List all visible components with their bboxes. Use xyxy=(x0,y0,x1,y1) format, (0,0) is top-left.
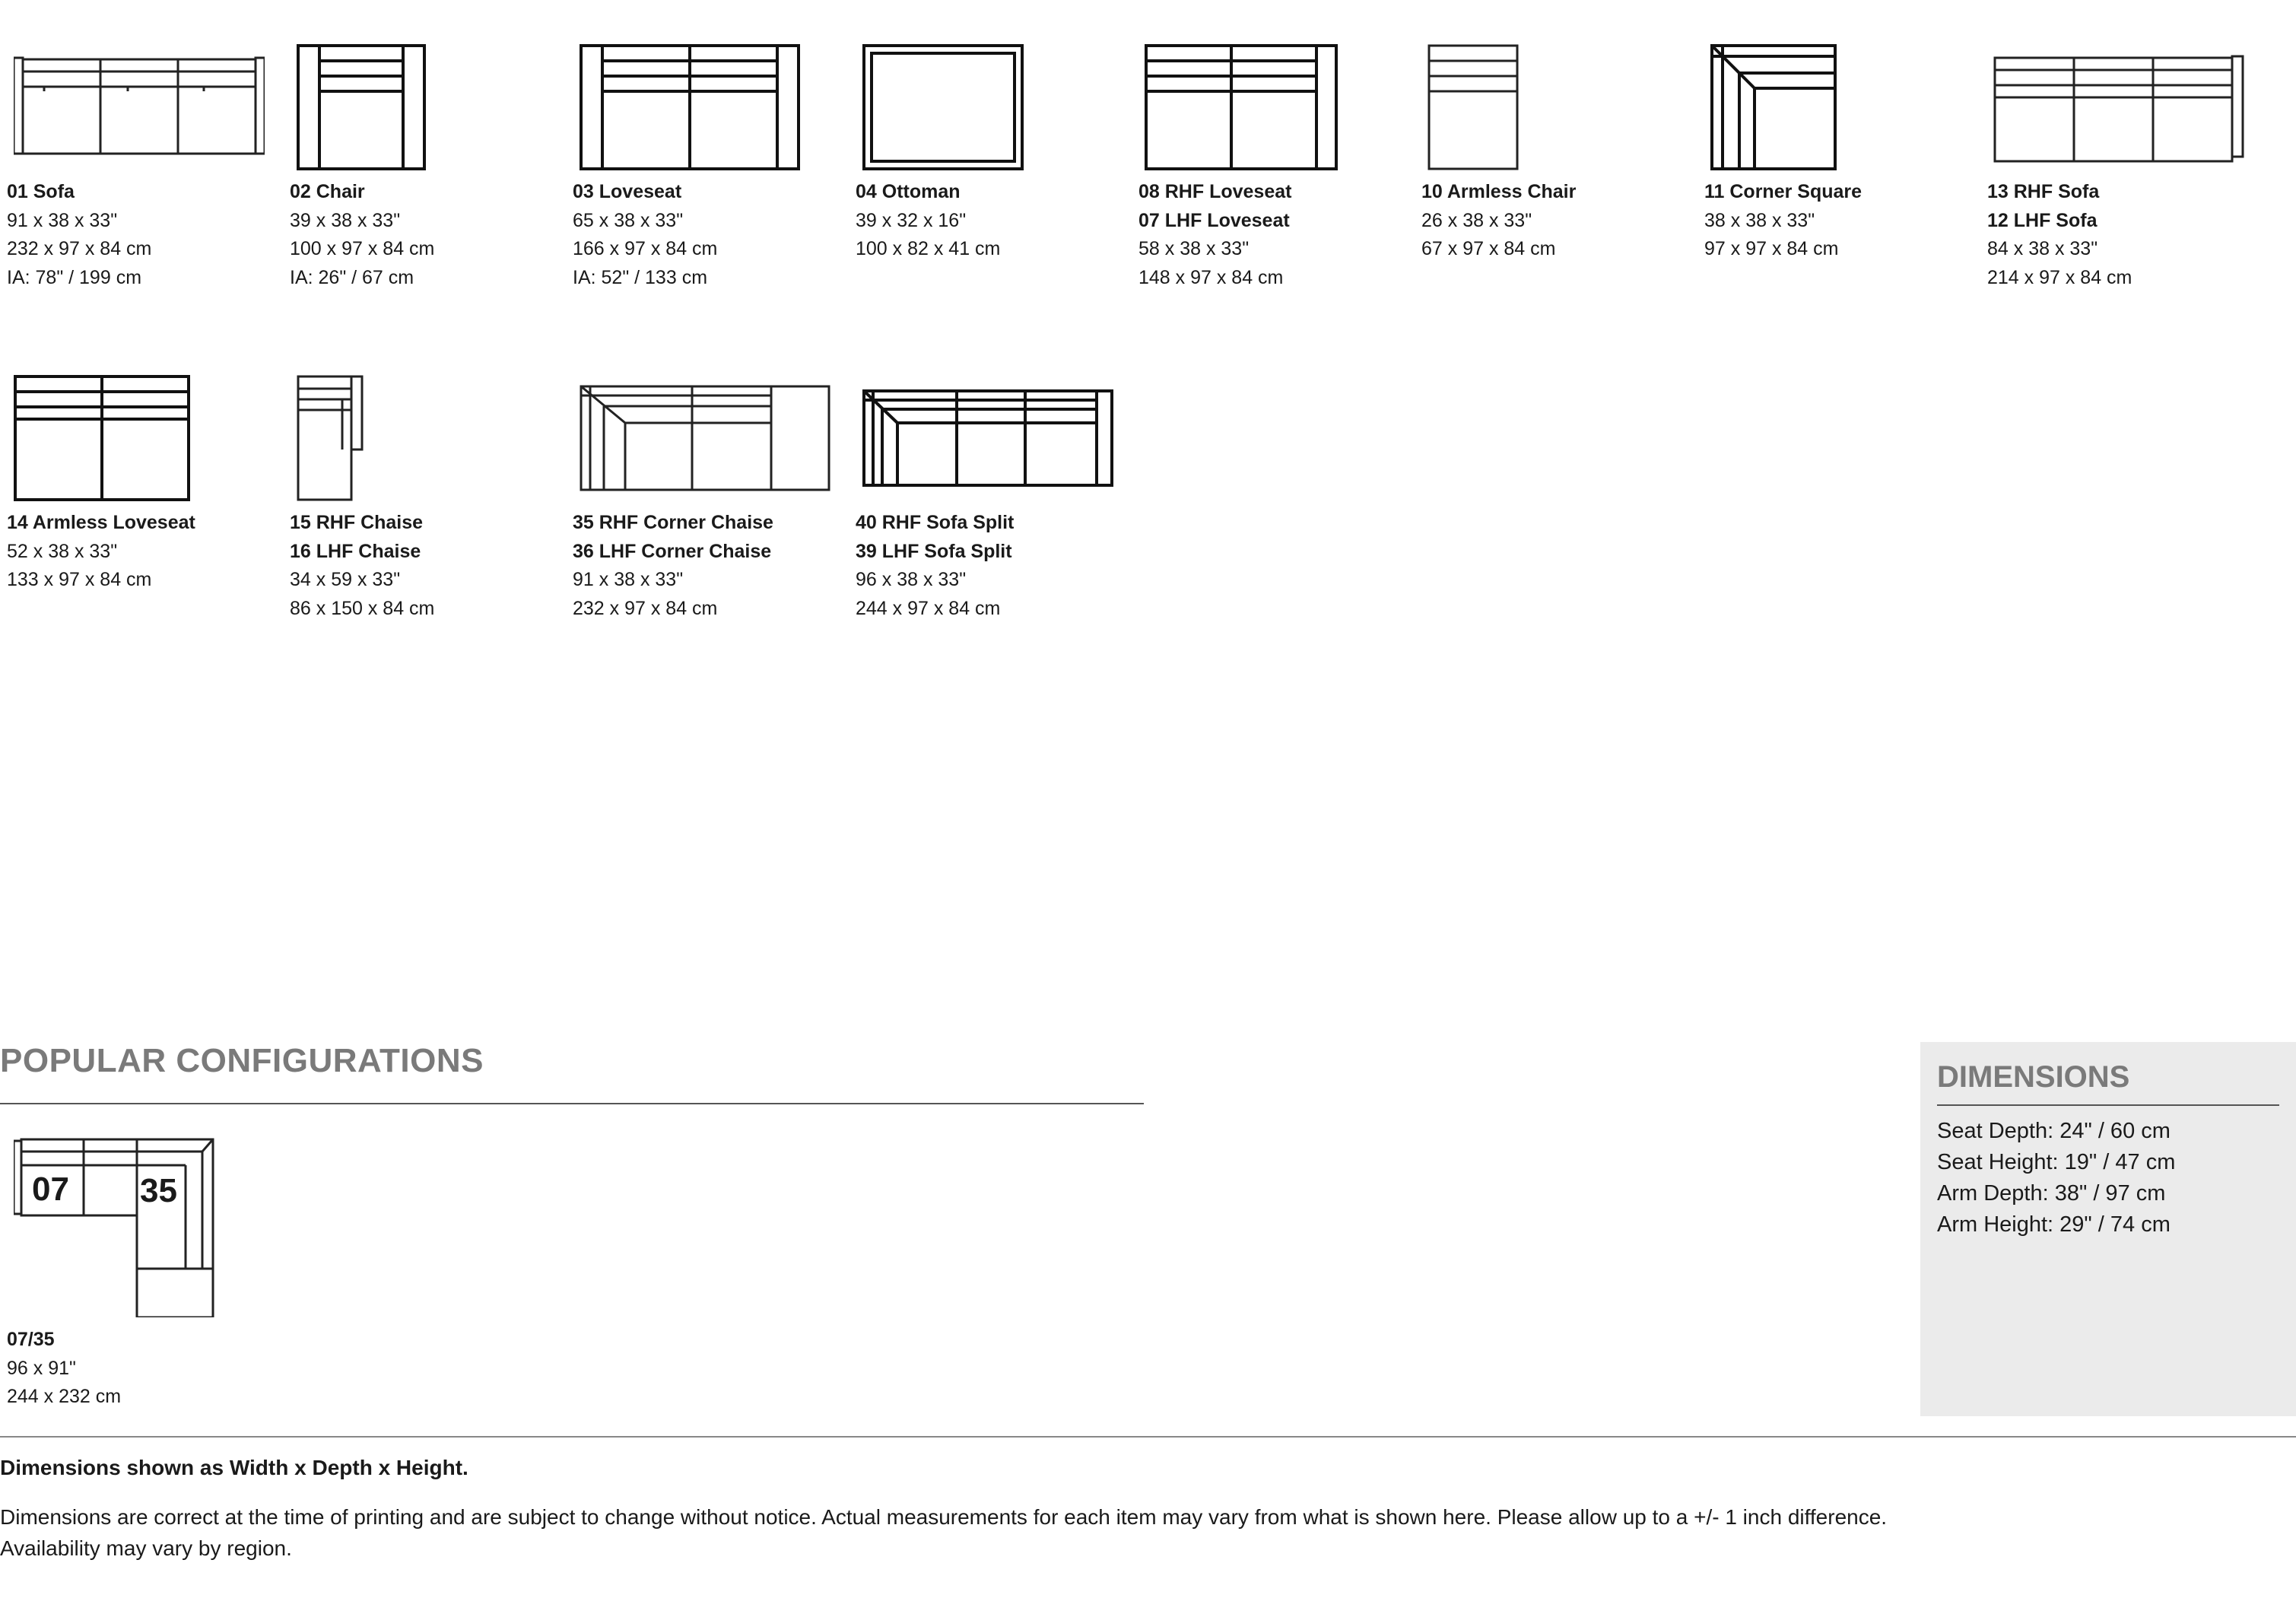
piece-name: 02 Chair xyxy=(290,181,365,202)
piece-name-alt: 12 LHF Sofa xyxy=(1987,209,2098,231)
piece-name: 15 RHF Chaise xyxy=(290,512,424,533)
piece-14-armless-loveseat-caption xyxy=(7,509,195,595)
piece-name: 13 RHF Sofa xyxy=(1987,181,2100,202)
config-dim: 96 x 91" xyxy=(7,1357,76,1379)
piece-dim: IA: 26" / 67 cm xyxy=(290,266,414,288)
piece-14-armless-loveseat-drawing xyxy=(14,375,287,501)
piece-15-rhf-chaise-drawing xyxy=(297,375,570,501)
piece-name: 08 RHF Loveseat xyxy=(1138,181,1292,202)
config-label-35: 35 xyxy=(140,1172,177,1209)
piece-dim: IA: 78" / 199 cm xyxy=(7,266,142,288)
dimension-item: Arm Height: 29" / 74 cm xyxy=(1937,1212,2171,1237)
piece-dim: 58 x 38 x 33" xyxy=(1138,238,1250,259)
popular-configurations-title: POPULAR CONFIGURATIONS xyxy=(0,1042,484,1079)
footer-dimension-format: Dimensions shown as Width x Depth x Height. xyxy=(0,1456,468,1479)
piece-name: 10 Armless Chair xyxy=(1421,181,1577,202)
piece-dim: 39 x 38 x 33" xyxy=(290,209,401,231)
piece-40-rhf-sofa-split-caption xyxy=(856,509,1014,623)
loveseat-icon xyxy=(580,44,800,170)
piece-40-rhf-sofa-split-drawing xyxy=(862,389,1136,487)
piece-01-sofa-caption xyxy=(7,178,151,292)
piece-13-rhf-sofa-caption xyxy=(1987,178,2132,292)
piece-03-loveseat-caption xyxy=(573,178,717,292)
dimension-item: Arm Depth: 38" / 97 cm xyxy=(1937,1181,2166,1206)
piece-dim: 91 x 38 x 33" xyxy=(573,569,684,590)
piece-11-corner-square-drawing xyxy=(1710,44,1984,170)
config-label-07: 07 xyxy=(32,1171,69,1208)
piece-11-corner-square-caption xyxy=(1704,178,1862,264)
dimensions-list xyxy=(1937,1116,2175,1241)
config-07-35-drawing xyxy=(14,1138,287,1317)
piece-dim: 232 x 97 x 84 cm xyxy=(7,238,152,259)
piece-name-alt: 16 LHF Chaise xyxy=(290,540,421,562)
rhf-sofa-icon xyxy=(1993,53,2244,163)
footer-divider xyxy=(0,1436,2296,1438)
dimension-item: Seat Depth: 24" / 60 cm xyxy=(1937,1119,2171,1143)
footer-disclaimer-line: Dimensions are correct at the time of printing and are subject to change without notice. Actual measurements for each item may vary from what is shown here. Please allow up to a +/- 1 inch difference. xyxy=(0,1505,1888,1529)
piece-name-alt: 36 LHF Corner Chaise xyxy=(573,540,772,562)
piece-name: 40 RHF Sofa Split xyxy=(856,512,1015,533)
piece-dim: 84 x 38 x 33" xyxy=(1987,238,2098,259)
dimensions-title: DIMENSIONS xyxy=(1937,1060,2130,1094)
sectional-config-icon xyxy=(14,1138,216,1317)
dimension-item: Seat Height: 19" / 47 cm xyxy=(1937,1150,2176,1174)
piece-15-rhf-chaise-caption xyxy=(290,509,434,623)
piece-dim: 100 x 97 x 84 cm xyxy=(290,238,435,259)
piece-dim: 86 x 150 x 84 cm xyxy=(290,597,435,619)
piece-dim: 34 x 59 x 33" xyxy=(290,569,401,590)
piece-name: 14 Armless Loveseat xyxy=(7,512,195,533)
piece-35-rhf-corner-chaise-caption xyxy=(573,509,773,623)
piece-01-sofa-drawing xyxy=(14,55,287,161)
piece-dim: 97 x 97 x 84 cm xyxy=(1704,238,1839,259)
armless-loveseat-icon xyxy=(14,375,190,501)
corner-chaise-icon xyxy=(580,385,830,491)
sofa-icon xyxy=(14,55,265,161)
footer-availability-line: Availability may vary by region. xyxy=(0,1536,292,1560)
piece-dim: 39 x 32 x 16" xyxy=(856,209,967,231)
piece-dim: 244 x 97 x 84 cm xyxy=(856,597,1001,619)
piece-10-armless-chair-caption xyxy=(1421,178,1576,264)
piece-name: 04 Ottoman xyxy=(856,181,961,202)
piece-dim: 38 x 38 x 33" xyxy=(1704,209,1815,231)
piece-name: 11 Corner Square xyxy=(1704,181,1863,202)
piece-35-rhf-corner-chaise-drawing xyxy=(580,385,853,491)
corner-square-icon xyxy=(1710,44,1837,170)
piece-03-loveseat-drawing xyxy=(580,44,853,170)
piece-name-alt: 07 LHF Loveseat xyxy=(1138,209,1290,231)
piece-dim: 96 x 38 x 33" xyxy=(856,569,967,590)
piece-name-alt: 39 LHF Sofa Split xyxy=(856,540,1012,562)
ottoman-icon xyxy=(862,44,1024,170)
config-name: 07/35 xyxy=(7,1329,55,1350)
piece-08-rhf-loveseat-drawing xyxy=(1145,44,1418,170)
piece-dim: 67 x 97 x 84 cm xyxy=(1421,238,1556,259)
piece-08-rhf-loveseat-caption xyxy=(1138,178,1291,292)
piece-dim: 52 x 38 x 33" xyxy=(7,540,118,562)
section-divider xyxy=(0,1103,1144,1104)
piece-02-chair-drawing xyxy=(297,44,570,170)
piece-04-ottoman-drawing xyxy=(862,44,1136,170)
piece-dim: 91 x 38 x 33" xyxy=(7,209,118,231)
rhf-loveseat-icon xyxy=(1145,44,1338,170)
piece-dim: IA: 52" / 133 cm xyxy=(573,266,708,288)
chaise-icon xyxy=(297,375,365,501)
chair-icon xyxy=(297,44,426,170)
piece-13-rhf-sofa-drawing xyxy=(1993,53,2267,163)
piece-dim: 148 x 97 x 84 cm xyxy=(1138,266,1284,288)
armless-chair-icon xyxy=(1427,44,1519,170)
piece-dim: 26 x 38 x 33" xyxy=(1421,209,1532,231)
piece-10-armless-chair-drawing xyxy=(1427,44,1701,170)
piece-dim: 232 x 97 x 84 cm xyxy=(573,597,718,619)
config-07-35-caption xyxy=(7,1326,121,1412)
dimensions-panel xyxy=(1920,1042,2296,1416)
sofa-split-icon xyxy=(862,389,1113,487)
piece-02-chair-caption xyxy=(290,178,434,292)
footer-disclaimer xyxy=(0,1501,2205,1564)
piece-name: 35 RHF Corner Chaise xyxy=(573,512,773,533)
piece-04-ottoman-caption xyxy=(856,178,1000,264)
piece-name: 01 Sofa xyxy=(7,181,75,202)
piece-dim: 100 x 82 x 41 cm xyxy=(856,238,1001,259)
piece-dim: 133 x 97 x 84 cm xyxy=(7,569,152,590)
piece-name: 03 Loveseat xyxy=(573,181,682,202)
config-dim: 244 x 232 cm xyxy=(7,1386,122,1407)
dimensions-divider xyxy=(1937,1104,2279,1106)
piece-dim: 214 x 97 x 84 cm xyxy=(1987,266,2132,288)
piece-dim: 65 x 38 x 33" xyxy=(573,209,684,231)
piece-dim: 166 x 97 x 84 cm xyxy=(573,238,718,259)
